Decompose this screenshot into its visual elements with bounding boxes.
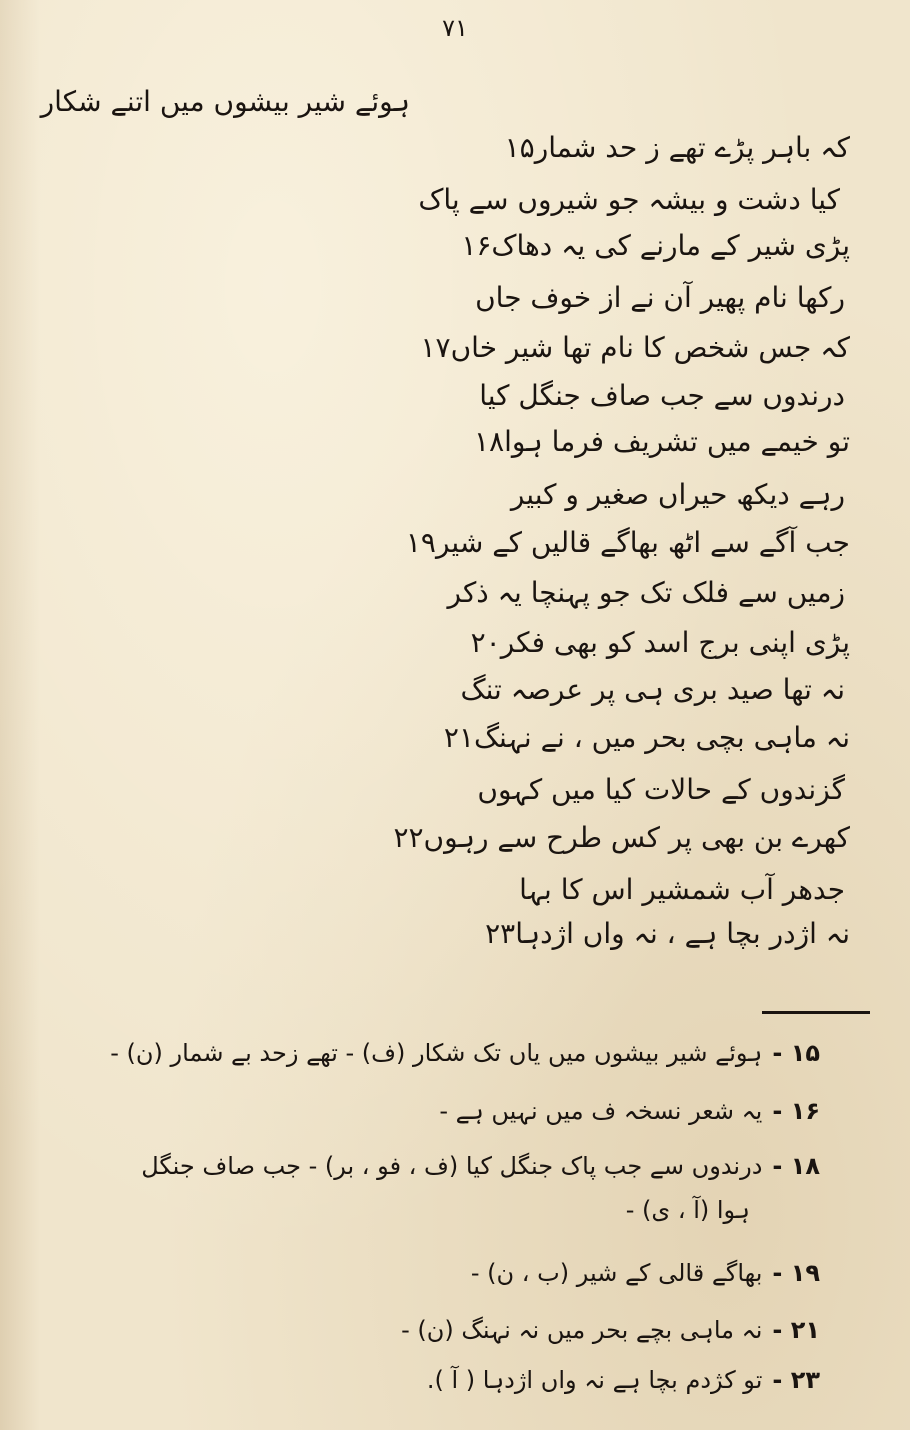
verse-line: زمیں سے فلک تک جو پہنچا یہ ذکر <box>447 576 845 609</box>
footnote-divider <box>762 1011 870 1014</box>
verse-line: رہے دیکھ حیراں صغیر و کبیر <box>510 478 845 511</box>
verse-line: ہوئے شیر بیشوں میں اتنے شکار <box>40 85 410 118</box>
verse-line: رکھا نام پھیر آن نے از خوف جاں <box>475 281 845 314</box>
footnote <box>110 1035 820 1071</box>
verse-line: درندوں سے جب صاف جنگل کیا <box>479 379 845 412</box>
footnote-number: ۱۵ - <box>772 1039 820 1067</box>
verse-line: کھرے بن بھی پر کس طرح سے رہوں۲۲ <box>393 821 850 854</box>
verse-line: نہ ماہی بچی بحر میں ، نے نہنگ۲۱ <box>443 721 850 754</box>
footnote-number: ۱۹ - <box>772 1259 820 1287</box>
footnote-number: ۱۸ - <box>772 1152 820 1180</box>
footnote-text: یہ شعر نسخہ ف میں نہیں ہے - <box>439 1097 763 1125</box>
footnote-text: تو کژدم بچا ہے نہ واں اژدہا ( آ ). <box>426 1366 763 1394</box>
footnote-text: ہوئے شیر بیشوں میں یاں تک شکار (ف) - تھے زحد بے شمار (ن) - <box>110 1039 763 1067</box>
verse-line: جب آگے سے اٹھ بھاگے قالیں کے شیر۱۹ <box>405 526 850 559</box>
verse-line: نہ اژدر بچا ہے ، نہ واں اژدہا۲۳ <box>485 917 850 950</box>
footnote <box>141 1148 820 1184</box>
footnote-number: ۲۱ - <box>772 1316 820 1344</box>
page-number: ۷۱ <box>442 14 468 42</box>
footnote-text: درندوں سے جب پاک جنگل کیا (ف ، فو ، بر) - جب صاف جنگل <box>141 1152 763 1180</box>
footnote-number: ۲۳ - <box>772 1366 820 1394</box>
footnote <box>427 1362 820 1398</box>
verse-line: پڑی شیر کے مارنے کی یہ دھاک۱۶ <box>461 229 850 262</box>
footnote <box>626 1192 750 1228</box>
verse-line: کہ باہر پڑے تھے ز حد شمار۱۵ <box>504 131 850 164</box>
verse-line: نہ تھا صید بری ہی پر عرصہ تنگ <box>460 673 845 706</box>
verse-line: کہ جس شخص کا نام تھا شیر خاں۱۷ <box>420 331 850 364</box>
footnote-number: ۱۶ - <box>772 1097 820 1125</box>
footnote <box>401 1312 820 1348</box>
verse-line: گزندوں کے حالات کیا میں کہوں <box>477 773 845 806</box>
footnote <box>439 1093 820 1129</box>
footnote-text: بھاگے قالی کے شیر (ب ، ن) - <box>470 1259 763 1287</box>
footnote <box>471 1255 820 1291</box>
verse-line: پڑی اپنی برج اسد کو بھی فکر۲۰ <box>470 626 850 659</box>
footnote-text: نہ ماہی بچے بحر میں نہ نہنگ (ن) - <box>401 1316 763 1344</box>
verse-line: تو خیمے میں تشریف فرما ہوا۱۸ <box>474 425 850 458</box>
verse-line: کیا دشت و بیشہ جو شیروں سے پاک <box>418 183 840 216</box>
footnote-text: ہوا (آ ، ی) - <box>625 1196 750 1224</box>
verse-line: جدھر آب شمشیر اس کا بہا <box>519 873 845 906</box>
